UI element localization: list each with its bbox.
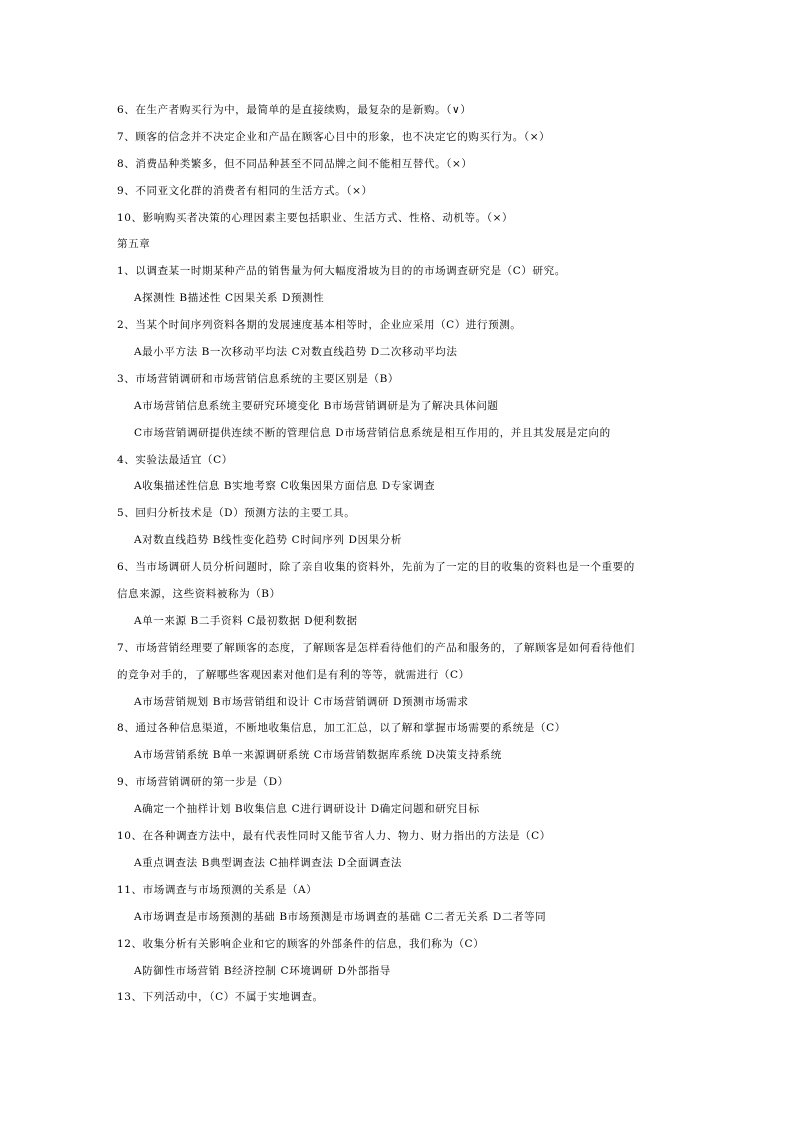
answer-options: A对数直线趋势 B线性变化趋势 C时间序列 D因果分析 [134,534,402,547]
question-line: 12、收集分析有关影响企业和它的顾客的外部条件的信息，我们称为（C） [117,937,485,950]
question-line: 8、通过各种信息渠道，不断地收集信息，加工汇总，以了解和掌握市场需要的系统是（C） [117,722,566,735]
question-line: 5、回归分析技术是（D）预测方法的主要工具。 [117,507,356,520]
answer-options: A市场调查是市场预测的基础 B市场预测是市场调查的基础 C二者无关系 D二者等同 [134,910,547,923]
answer-options: C市场营销调研提供连续不断的管理信息 D市场营销信息系统是相互作用的，并且其发展是定向的 [134,426,611,439]
question-line: 2、当某个时间序列资料各期的发展速度基本相等时，企业应采用（C）进行预测。 [117,319,522,332]
question-line: 10、在各种调查方法中，最有代表性同时又能节省人力、物力、财力指出的方法是（C） [117,830,551,843]
answer-options: A防御性市场营销 B经济控制 C环境调研 D外部指导 [134,964,391,977]
question-line: 9、市场营销调研的第一步是（D） [117,776,289,789]
answer-options: A市场营销系统 B单一来源调研系统 C市场营销数据库系统 D决策支持系统 [134,749,502,762]
answer-options: A确定一个抽样计划 B收集信息 C进行调研设计 D确定问题和研究目标 [134,803,480,816]
question-line: 6、在生产者购买行为中，最简单的是直接续购，最复杂的是新购。（∨） [117,104,472,116]
question-line: 9、不同亚文化群的消费者有相同的生活方式。（×） [117,184,373,197]
document-page [117,97,687,1011]
answer-options: A探测性 B描述性 C因果关系 D预测性 [134,292,325,305]
question-line-continued: 信息来源，这些资料被称为（B） [117,588,281,601]
question-line: 13、下列活动中，（C）不属于实地调查。 [117,991,324,1004]
question-line: 10、影响购买者决策的心理因素主要包括职业、生活方式、性格、动机等。（×） [117,211,514,224]
question-line: 7、顾客的信念并不决定企业和产品在顾客心目中的形象，也不决定它的购买行为。（×） [117,130,551,143]
answer-options: A最小平方法 B一次移动平均法 C对数直线趋势 D二次移动平均法 [134,346,458,359]
answer-options: A市场营销信息系统主要研究环境变化 B市场营销调研是为了解决具体问题 [134,399,499,412]
question-line: 7、市场营销经理要了解顾客的态度，了解顾客是怎样看待他们的产品和服务的，了解顾客是如何看待他们 [117,641,635,654]
answer-options: A收集描述性信息 B实地考察 C收集因果方面信息 D专家调查 [134,480,436,493]
question-line: 4、实验法最适宜（C） [117,453,233,466]
question-line: 1、以调查某一时期某种产品的销售量为何大幅度滑坡为目的的市场调查研究是（C）研究。 [117,265,566,278]
answer-options: A市场营销规划 B市场营销组和设计 C市场营销调研 D预测市场需求 [134,695,469,708]
answer-options: A单一来源 B二手资料 C最初数据 D便利数据 [134,614,358,627]
chapter-heading: 第五章 [117,238,151,251]
question-line: 6、当市场调研人员分析问题时，除了亲自收集的资料外，先前为了一定的目的收集的资料也是一个重要的 [117,561,635,574]
question-line: 11、市场调查与市场预测的关系是（A） [117,883,318,896]
answer-options: A重点调查法 B典型调查法 C抽样调查法 D全面调查法 [134,856,402,869]
question-line: 8、消费品种类繁多，但不同品种甚至不同品牌之间不能相互替代。（×） [117,157,473,170]
question-line: 3、市场营销调研和市场营销信息系统的主要区别是（B） [117,372,399,385]
question-line-continued: 的竞争对手的，了解哪些客观因素对他们是有利的等等，就需进行（C） [117,668,470,681]
